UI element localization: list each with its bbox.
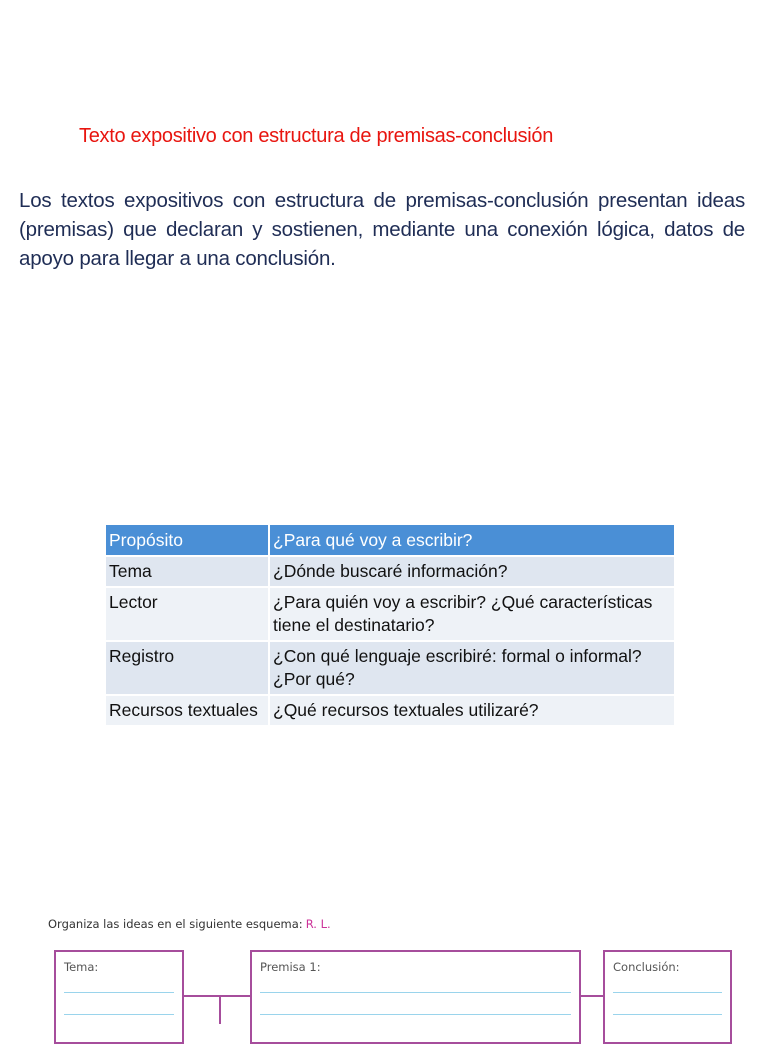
table-header-cell: ¿Para qué voy a escribir? [270, 525, 674, 555]
scheme-instruction-text: Organiza las ideas en el siguiente esquema: [48, 917, 303, 931]
table-row [106, 696, 674, 725]
page-title: Texto expositivo con estructura de premisas-conclusión [79, 125, 554, 147]
writing-plan-table [106, 523, 674, 727]
table-header-cell: Propósito [106, 525, 270, 555]
table-cell: Tema [106, 557, 270, 586]
scheme-box-label: Conclusión: [613, 960, 680, 974]
write-line [260, 1014, 571, 1015]
table-cell: ¿Dónde buscaré información? [270, 557, 674, 586]
intro-paragraph: Los textos expositivos con estructura de premisas-conclusión presentan ideas (premisas) que declaran y sostienen, mediante una conexión lógica, datos de apoyo para llegar a una conclusión. [19, 189, 745, 270]
answer-note: R. L. [305, 917, 331, 931]
table-cell: ¿Para quién voy a escribir? ¿Qué características tiene el destinatario? [270, 588, 674, 640]
table-cell: Lector [106, 588, 270, 640]
connector-line [182, 995, 219, 997]
table-header-row [106, 525, 674, 555]
table-cell: Registro [106, 642, 270, 694]
write-line [613, 992, 722, 993]
connector-line [579, 995, 603, 997]
scheme-box-tema[interactable] [54, 950, 184, 1044]
table-row [106, 588, 674, 640]
scheme-box-premisa-1[interactable] [250, 950, 581, 1044]
write-line [64, 1014, 174, 1015]
table-cell: Recursos textuales [106, 696, 270, 725]
connector-line [219, 995, 221, 1024]
scheme-box-label: Premisa 1: [260, 960, 321, 974]
write-line [260, 992, 571, 993]
write-line [613, 1014, 722, 1015]
scheme-instruction [48, 917, 331, 931]
connector-line [219, 995, 250, 997]
table-row [106, 557, 674, 586]
scheme-box-conclusion[interactable] [603, 950, 732, 1044]
table-row [106, 642, 674, 694]
table-cell: ¿Qué recursos textuales utilizaré? [270, 696, 674, 725]
write-line [64, 992, 174, 993]
scheme-box-label: Tema: [64, 960, 99, 974]
table-cell: ¿Con qué lenguaje escribiré: formal o informal? ¿Por qué? [270, 642, 674, 694]
